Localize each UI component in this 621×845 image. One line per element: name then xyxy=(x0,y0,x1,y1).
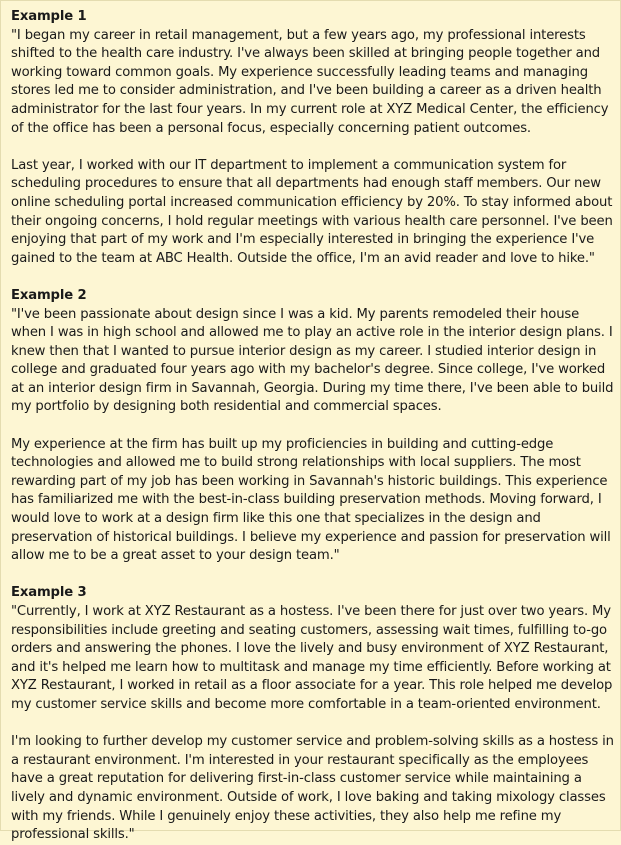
document-content xyxy=(11,8,615,845)
example-1-paragraph-1: "I began my career in retail management, but a few years ago, my professional interests shifted to the health care industry. I've always been skilled at bringing people together and working toward common goals. My experience successfully leading teams and managing stores led me to consider administration, and I've been building a career as a driven health administrator for the last four years. In my current role at XYZ Medical Center, the efficiency of the office has been a personal focus, especially concerning patient outcomes. xyxy=(11,27,609,136)
example-1-paragraph-2: Last year, I worked with our IT department to implement a communication system for scheduling procedures to ensure that all departments had enough staff members. Our new online scheduling portal increased communication efficiency by 20%. To stay informed about their ongoing concerns, I hold regular meetings with various health care personnel. I've been enjoying that part of my work and I'm especially interested in bringing the experience I've gained to the team at ABC Health. Outside the office, I'm an avid reader and love to hike." xyxy=(11,157,613,266)
example-3-title: Example 3 xyxy=(11,585,87,601)
example-3 xyxy=(11,584,615,844)
example-2 xyxy=(11,287,615,566)
example-1-title: Example 1 xyxy=(11,9,87,24)
example-2-title: Example 2 xyxy=(11,287,87,303)
example-3-paragraph-2: I'm looking to further develop my customer service and problem-solving skills as a hostess in a restaurant environment. I'm interested in your restaurant specifically as the employees have a great reputation for delivering first-in-class customer service while maintaining a lively and dynamic environment. Outside of work, I love baking and taking mixology classes with my friends. While I genuinely enjoy these activities, they also help me refine my professional skills." xyxy=(11,734,614,843)
example-1 xyxy=(11,8,615,268)
example-2-paragraph-1: "I've been passionate about design since I was a kid. My parents remodeled their house when I was in high school and allowed me to play an active role in the interior design plans. I knew then that I wanted to pursue interior design as my career. I studied interior design in college and graduated four years ago with my bachelor's degree. Since college, I've worked at an interior design firm in Savannah, Georgia. During my time there, I've been able to build my portfolio by designing both residential and commercial spaces. xyxy=(11,306,614,415)
example-3-paragraph-1: "Currently, I work at XYZ Restaurant as a hostess. I've been there for just over two years. My responsibilities include greeting and seating customers, assessing wait times, fulfilling to-go orders and answering the phones. I love the lively and busy environment of XYZ Restaurant, and it's helped me learn how to multitask and manage my time efficiently. Before working at XYZ Restaurant, I worked in retail as a floor associate for a year. This role helped me develop my customer service skills and become more comfortable in a team-oriented environment. xyxy=(11,604,613,712)
example-2-paragraph-2: My experience at the firm has built up my proficiencies in building and cutting-edge technologies and allowed me to build strong relationships with local suppliers. The most rewarding part of my job has been working in Savannah's historic buildings. This experience has familiarized me with the best-in-class building preservation methods. Moving forward, I would love to work at a design firm like this one that specializes in the design and preservation of historical buildings. I believe my experience and passion for preservation will allow me to be a great asset to your design team." xyxy=(11,436,611,564)
